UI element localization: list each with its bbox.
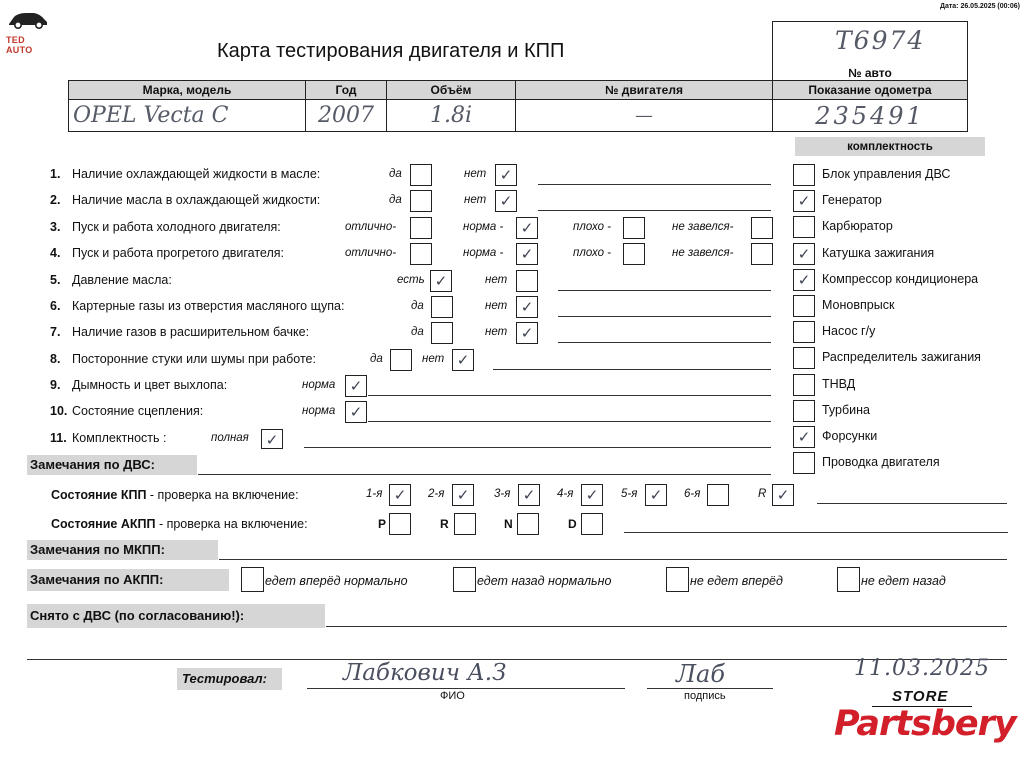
question-number: 1. — [50, 167, 61, 181]
kit-item-label: Блок управления ДВС — [822, 167, 951, 181]
answer-plokho-label: плохо - — [573, 221, 611, 233]
akpp-remark-label: не едет назад — [861, 574, 946, 588]
check-mark-icon: ✓ — [456, 486, 470, 504]
kit-checkbox[interactable] — [793, 321, 815, 343]
check-mark-icon: ✓ — [349, 403, 363, 421]
answer-norma-checkbox[interactable] — [516, 243, 538, 265]
col-year: Год — [306, 81, 387, 100]
answer-plokho-label: плохо - — [573, 247, 611, 259]
answer-norma-label: норма — [302, 405, 336, 417]
check-mark-icon: ✓ — [520, 219, 534, 237]
check-mark-icon: ✓ — [522, 486, 536, 504]
tester-name: Лабкович А.З — [343, 660, 507, 686]
answer-line — [558, 290, 771, 291]
question-text: Давление масла: — [72, 273, 172, 287]
answer-net-label: нет — [464, 194, 487, 206]
val-year: 2007 — [306, 100, 387, 132]
answer-net-checkbox[interactable] — [452, 349, 474, 371]
remarks-akpp-label: Замечания по АКПП: — [27, 569, 229, 591]
kit-checkbox[interactable] — [793, 374, 815, 396]
answer-line — [538, 184, 771, 185]
akpp-remark-checkbox[interactable] — [453, 567, 476, 592]
answer-norma-checkbox[interactable] — [345, 375, 367, 397]
answer-net-label: нет — [422, 353, 445, 365]
kpp-gear-label: 3-я — [494, 488, 511, 500]
answer-line — [558, 342, 771, 343]
answer-da-label: да — [411, 300, 424, 312]
removed-line-1 — [326, 626, 1007, 627]
answer-da-checkbox[interactable] — [410, 190, 432, 212]
kit-checkbox[interactable] — [793, 243, 815, 265]
akpp-gear-label: D — [568, 517, 577, 531]
answer-da-checkbox[interactable] — [390, 349, 412, 371]
answer-line — [368, 395, 771, 396]
signature-line — [647, 688, 773, 689]
partsbery-wordmark: Partsbery — [834, 704, 1016, 744]
question-number: 6. — [50, 299, 61, 313]
check-mark-icon: ✓ — [499, 166, 513, 184]
kpp-gear-label: 5-я — [621, 488, 638, 500]
kpp-gear-label: R — [758, 488, 767, 500]
tedauto-wordmark: TED AUTO — [6, 35, 33, 55]
check-mark-icon: ✓ — [456, 351, 470, 369]
answer-norma-label: норма - — [463, 221, 504, 233]
check-mark-icon: ✓ — [520, 324, 534, 342]
check-mark-icon: ✓ — [797, 428, 811, 446]
answer-net-label: нет — [485, 274, 508, 286]
answer-plokho-checkbox[interactable] — [623, 243, 645, 265]
akpp-gear-checkbox[interactable] — [454, 513, 476, 535]
val-odometer: 235491 — [773, 100, 968, 132]
tester-name-line — [307, 688, 625, 689]
kit-checkbox[interactable] — [793, 216, 815, 238]
kit-checkbox[interactable] — [793, 400, 815, 422]
check-mark-icon: ✓ — [797, 244, 811, 263]
akpp-gear-checkbox[interactable] — [517, 513, 539, 535]
answer-ne-zavelsya-label: не завелся- — [672, 221, 734, 233]
answer-norma-label: норма - — [463, 247, 504, 259]
check-mark-icon: ✓ — [393, 486, 407, 504]
kpp-gear-checkbox[interactable] — [707, 484, 729, 506]
answer-line — [558, 316, 771, 317]
kit-checkbox[interactable] — [793, 426, 815, 448]
question-text: Наличие охлаждающей жидкости в масле: — [72, 167, 321, 181]
auto-number-label: № авто — [848, 66, 892, 80]
kit-item-label: Турбина — [822, 402, 870, 417]
remarks-dvs-line — [198, 474, 771, 475]
check-mark-icon: ✓ — [520, 298, 534, 316]
tested-label: Тестировал: — [177, 668, 282, 690]
answer-otlichno-label: отлично- — [345, 221, 397, 233]
kit-checkbox[interactable] — [793, 164, 815, 186]
removed-label: Снято с ДВС (по согласованию!): — [27, 604, 325, 628]
page-title: Карта тестирования двигателя и КПП — [217, 40, 565, 62]
check-mark-icon: ✓ — [434, 272, 448, 290]
remarks-mkpp-line — [219, 559, 1007, 560]
question-text: Посторонние стуки или шумы при работе: — [72, 352, 316, 366]
answer-net-checkbox[interactable] — [495, 190, 517, 212]
auto-number-box — [772, 21, 968, 82]
kit-item-label: Распределитель зажигания — [822, 350, 981, 365]
question-number: 4. — [50, 246, 61, 260]
answer-norma-label: норма — [302, 379, 336, 391]
answer-ne-zavelsya-checkbox[interactable] — [751, 217, 773, 239]
kit-item-label: Генератор — [822, 193, 882, 208]
kpp-label: Состояние КПП - проверка на включение: — [51, 488, 299, 502]
vehicle-info-table — [68, 80, 968, 132]
answer-da-label: да — [389, 168, 402, 180]
kpp-gear-checkbox[interactable] — [581, 484, 603, 506]
partsbery-logo — [832, 688, 1016, 760]
kit-item-label: Карбюратор — [822, 219, 893, 234]
check-mark-icon: ✓ — [797, 192, 811, 211]
akpp-remark-label: едет назад нормально — [477, 574, 612, 588]
fio-caption: ФИО — [440, 690, 465, 702]
answer-line — [493, 369, 771, 370]
answer-norma-checkbox[interactable] — [516, 217, 538, 239]
question-number: 3. — [50, 220, 61, 234]
answer-line — [304, 447, 771, 448]
akpp-remark-checkbox[interactable] — [666, 567, 689, 592]
tedauto-logo — [6, 8, 50, 55]
akpp-remark-checkbox[interactable] — [837, 567, 860, 592]
kit-title: комплектность — [795, 137, 985, 156]
answer-polnaya-checkbox[interactable] — [261, 429, 283, 449]
answer-net-label: нет — [464, 168, 487, 180]
check-mark-icon: ✓ — [265, 431, 279, 449]
kpp-gear-checkbox[interactable] — [772, 484, 794, 506]
kpp-gear-checkbox[interactable] — [452, 484, 474, 506]
col-engine-number: № двигателя — [516, 81, 773, 100]
kit-item-label: Катушка зажигания — [822, 245, 935, 260]
check-mark-icon: ✓ — [649, 486, 663, 504]
question-text: Дымность и цвет выхлопа: — [72, 378, 228, 392]
answer-da-checkbox[interactable] — [410, 164, 432, 186]
answer-otlichno-checkbox[interactable] — [410, 243, 432, 265]
akpp-remarks-line — [624, 532, 1008, 533]
remarks-dvs-label: Замечания по ДВС: — [27, 455, 197, 475]
question-number: 2. — [50, 193, 61, 207]
answer-net-label: нет — [485, 326, 508, 338]
remarks-mkpp-label: Замечания по МКПП: — [27, 540, 218, 560]
auto-number-value: T6974 — [835, 26, 926, 55]
val-volume: 1.8i — [387, 100, 516, 132]
answer-da-checkbox[interactable] — [431, 322, 453, 344]
answer-da-label: да — [370, 353, 383, 365]
akpp-remark-label: не едет вперёд — [690, 574, 783, 588]
question-text: Пуск и работа холодного двигателя: — [72, 220, 281, 234]
answer-ne-zavelsya-label: не завелся- — [672, 247, 734, 259]
question-text: Картерные газы из отверстия масляного щупа: — [72, 299, 345, 313]
question-text: Наличие масла в охлаждающей жидкости: — [72, 193, 321, 207]
akpp-gear-label: P — [378, 517, 387, 531]
check-mark-icon: ✓ — [776, 486, 790, 504]
check-mark-icon: ✓ — [349, 377, 363, 395]
question-text: Комплектность : — [72, 431, 167, 445]
kpp-gear-checkbox[interactable] — [389, 484, 411, 506]
kit-item-label: Моновпрыск — [822, 298, 895, 312]
col-make-model: Марка, модель — [69, 81, 306, 100]
question-number: 7. — [50, 325, 61, 339]
check-mark-icon: ✓ — [520, 245, 534, 263]
tester-signature: Лаб — [676, 660, 725, 688]
kpp-gear-label: 1-я — [366, 488, 383, 500]
question-text: Наличие газов в расширительном бачке: — [72, 325, 310, 339]
kit-item-label: Проводка двигателя — [822, 455, 940, 470]
akpp-remark-checkbox[interactable] — [241, 567, 264, 592]
answer-net-checkbox[interactable] — [516, 296, 538, 318]
answer-plokho-checkbox[interactable] — [623, 217, 645, 239]
answer-net-label: нет — [485, 300, 508, 312]
check-mark-icon: ✓ — [585, 486, 599, 504]
akpp-gear-label: N — [504, 517, 513, 531]
kpp-gear-checkbox[interactable] — [518, 484, 540, 506]
akpp-gear-checkbox[interactable] — [581, 513, 603, 535]
val-make-model: OPEL Vecta C — [69, 100, 306, 132]
car-icon — [6, 8, 50, 30]
kit-checkbox[interactable] — [793, 452, 815, 474]
answer-otlichno-checkbox[interactable] — [410, 217, 432, 239]
kit-checkbox[interactable] — [793, 347, 815, 369]
akpp-gear-checkbox[interactable] — [389, 513, 411, 535]
akpp-label: Состояние АКПП - проверка на включение: — [51, 517, 308, 531]
answer-est-checkbox[interactable] — [430, 270, 452, 292]
answer-ne-zavelsya-checkbox[interactable] — [751, 243, 773, 265]
answer-net-checkbox[interactable] — [516, 270, 538, 292]
check-mark-icon: ✓ — [797, 270, 811, 289]
store-wordmark: STORE — [892, 688, 949, 705]
answer-net-checkbox[interactable] — [495, 164, 517, 186]
question-number: 11. — [50, 431, 67, 445]
kit-item-label: Компрессор кондиционера — [822, 271, 979, 286]
answer-line — [538, 210, 771, 211]
answer-polnaya-label: полная — [211, 432, 249, 444]
question-number: 8. — [50, 352, 61, 366]
answer-otlichno-label: отлично- — [345, 247, 397, 259]
kit-item-label: Насос г/у — [822, 324, 876, 339]
kpp-gear-label: 6-я — [684, 488, 701, 500]
kit-checkbox[interactable] — [793, 190, 815, 212]
question-number: 5. — [50, 273, 61, 287]
akpp-remark-label: едет вперёд нормально — [265, 574, 408, 588]
kpp-gear-label: 4-я — [557, 488, 574, 500]
question-number: 9. — [50, 378, 61, 392]
question-text: Состояние сцепления: — [72, 404, 204, 418]
test-date: 11.03.2025 — [854, 656, 990, 681]
kit-checkbox[interactable] — [793, 295, 815, 317]
kit-checkbox[interactable] — [793, 269, 815, 291]
date-stamp: Дата: 26.05.2025 (00:06) — [939, 3, 1020, 10]
answer-da-label: да — [389, 194, 402, 206]
kpp-gear-checkbox[interactable] — [645, 484, 667, 506]
kit-item-label: ТНВД — [822, 376, 856, 391]
col-odometer: Показание одометра — [773, 81, 968, 100]
answer-est-label: есть — [397, 274, 425, 286]
check-mark-icon: ✓ — [499, 192, 513, 210]
col-volume: Объём — [387, 81, 516, 100]
answer-da-label: да — [411, 326, 424, 338]
answer-line — [368, 421, 771, 422]
question-number: 10. — [50, 404, 68, 418]
val-engine-number: — — [516, 100, 773, 132]
answer-da-checkbox[interactable] — [431, 296, 453, 318]
akpp-gear-label: R — [440, 517, 449, 531]
answer-net-checkbox[interactable] — [516, 322, 538, 344]
answer-norma-checkbox[interactable] — [345, 401, 367, 423]
kpp-remarks-line — [817, 503, 1007, 504]
kpp-gear-label: 2-я — [428, 488, 445, 500]
question-text: Пуск и работа прогретого двигателя: — [72, 246, 284, 260]
signature-caption: подпись — [684, 690, 726, 702]
kit-item-label: Форсунки — [822, 429, 878, 443]
